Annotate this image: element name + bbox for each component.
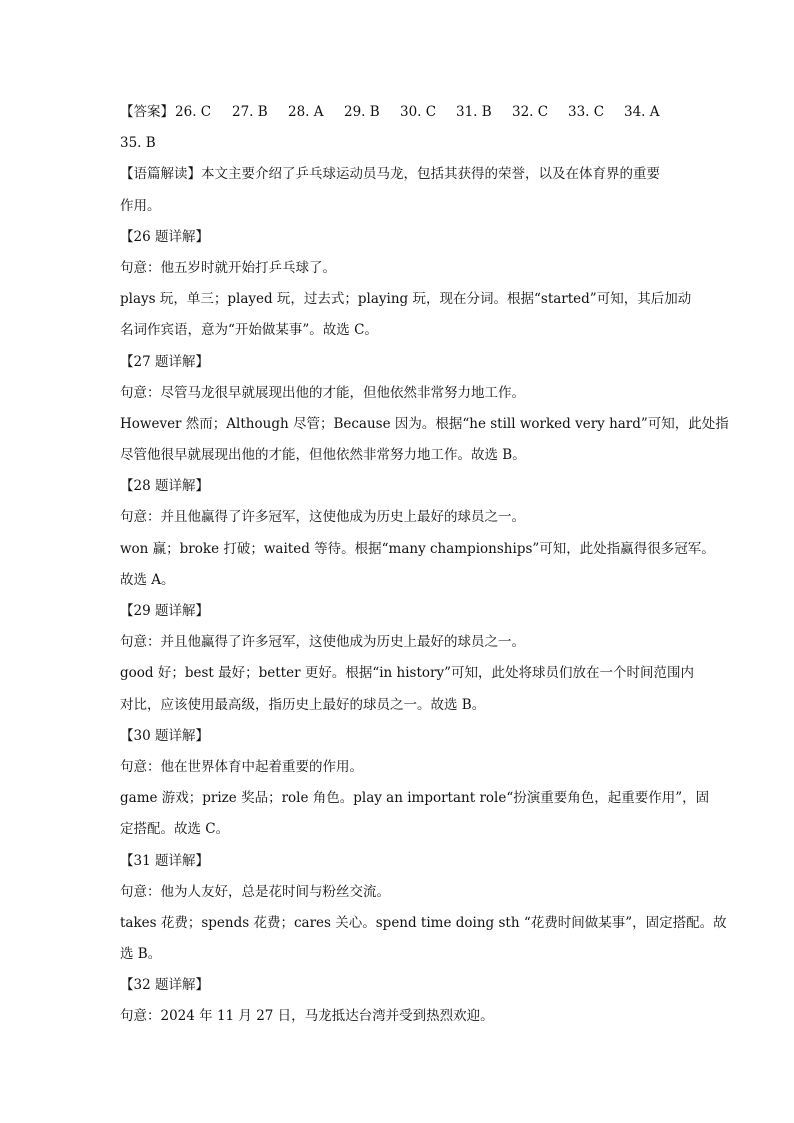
q31-explanation: 选 B。 (120, 946, 162, 963)
q28-meaning: 句意：并且他赢得了许多冠军，这使他成为历史上最好的球员之一。 (120, 509, 525, 526)
q27-explanation: 尽管他很早就展现出他的才能，但他依然非常努力地工作。故选 B。 (120, 447, 526, 464)
q28-heading: 【28 题详解】 (120, 478, 209, 495)
document-page (120, 97, 729, 1033)
q30-meaning: 句意：他在世界体育中起着重要的作用。 (120, 758, 363, 775)
q26-heading: 【26 题详解】 (120, 228, 209, 245)
q26-meaning: 句意：他五岁时就开始打乒乓球了。 (120, 259, 336, 276)
q31-explanation: takes 花费；spends 花费；cares 关心。spend time doing sth “花费时间做某事”，固定搭配。故 (120, 914, 727, 931)
passage-summary-line: 【语篇解读】本文主要介绍了乒乓球运动员马龙，包括其获得的荣誉，以及在体育界的重要 (120, 166, 660, 183)
answer-key-row (120, 97, 680, 128)
answer-item: 28. A (288, 104, 324, 120)
q30-explanation: game 游戏；prize 奖品；role 角色。play an important role“扮演重要角色，起重要作用”，固 (120, 790, 710, 807)
q26-explanation: plays 玩，单三；played 玩，过去式；playing 玩，现在分词。根据“started”可知，其后加动 (120, 291, 692, 308)
q29-heading: 【29 题详解】 (120, 603, 209, 619)
q30-explanation: 定搭配。故选 C。 (120, 821, 230, 838)
q29-meaning: 句意：并且他赢得了许多冠军，这使他成为历史上最好的球员之一。 (120, 634, 525, 651)
q26-explanation: 名词作宾语，意为“开始做某事”。故选 C。 (120, 322, 378, 339)
answer-item: 32. C (512, 104, 549, 120)
q31-heading: 【31 题详解】 (120, 852, 209, 869)
q27-heading: 【27 题详解】 (120, 353, 209, 370)
q30-heading: 【30 题详解】 (120, 727, 209, 744)
q31-meaning: 句意：他为人友好，总是花时间与粉丝交流。 (120, 883, 390, 900)
answer-item: 29. B (344, 104, 380, 120)
q27-explanation: However 然而；Although 尽管；Because 因为。根据“he still worked very hard”可知，此处指 (120, 415, 729, 432)
q28-explanation: 故选 A。 (120, 571, 175, 588)
answer-item-last: 35. B (120, 135, 156, 152)
answer-item: 30. C (400, 104, 437, 120)
answer-key-label: 【答案】 (120, 104, 174, 120)
answer-item: 26. C (175, 104, 212, 120)
answer-item: 31. B (456, 104, 492, 120)
answer-item: 34. A (624, 104, 660, 120)
passage-summary-line: 作用。 (120, 197, 161, 214)
q32-meaning: 句意：2024 年 11 月 27 日，马龙抵达台湾并受到热烈欢迎。 (120, 1008, 494, 1025)
q28-explanation: won 赢；broke 打破；waited 等待。根据“many championships”可知，此处指赢得很多冠军。 (120, 540, 715, 557)
q27-meaning: 句意：尽管马龙很早就展现出他的才能，但他依然非常努力地工作。 (120, 384, 525, 401)
q29-explanation: 对比，应该使用最高级，指历史上最好的球员之一。故选 B。 (120, 696, 486, 713)
answer-item: 33. C (568, 104, 605, 120)
q32-heading: 【32 题详解】 (120, 977, 209, 994)
q29-explanation: good 好；best 最好；better 更好。根据“in history”可知，此处将球员们放在一个时间范围内 (120, 665, 694, 682)
answer-item: 27. B (232, 104, 268, 120)
